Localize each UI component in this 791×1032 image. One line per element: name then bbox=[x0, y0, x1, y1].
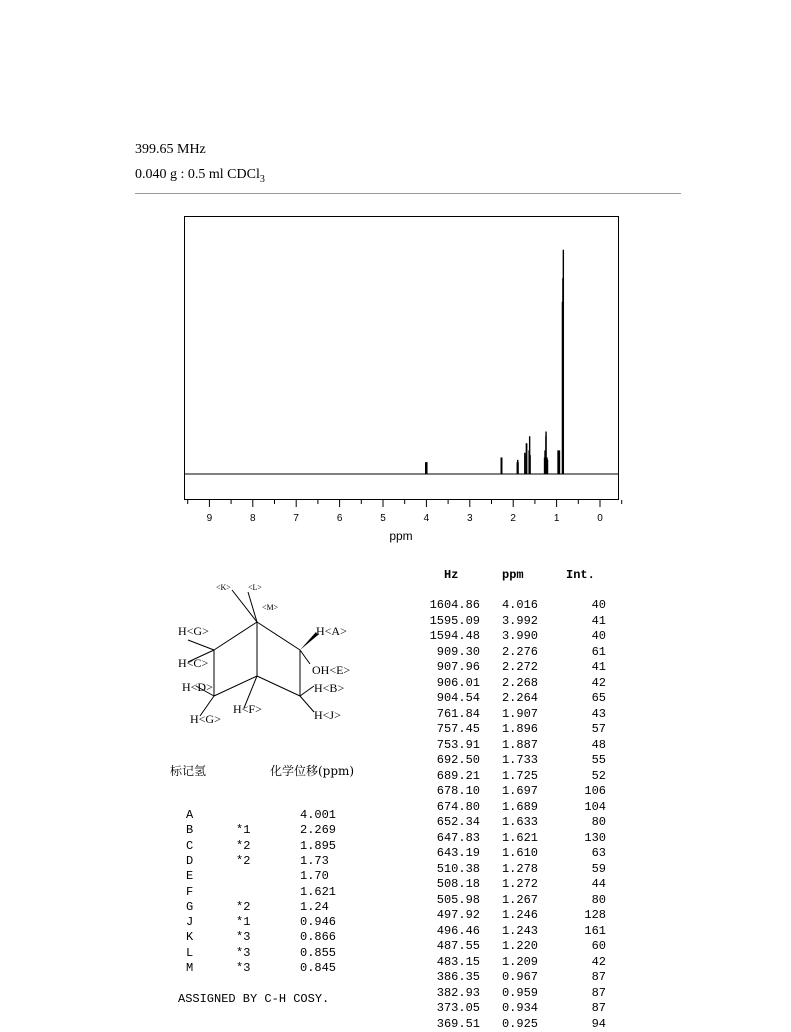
x-axis-label: ppm bbox=[389, 529, 413, 543]
peak-hz: 689.21 bbox=[436, 768, 480, 783]
assignment-row bbox=[170, 946, 390, 961]
peak-row bbox=[418, 831, 618, 846]
peak-ppm: 0.967 bbox=[501, 970, 538, 984]
x-tick-label: 0 bbox=[597, 513, 603, 524]
assignment-note: *3 bbox=[236, 945, 251, 960]
peak-row bbox=[418, 598, 618, 613]
peak-hz: 692.50 bbox=[436, 753, 480, 767]
peak-int: 55 bbox=[591, 753, 606, 767]
peak-hz: 674.80 bbox=[436, 799, 480, 814]
peak-row bbox=[418, 815, 618, 830]
assignment-row bbox=[170, 869, 390, 884]
peak-ppm: 1.621 bbox=[501, 830, 538, 845]
peak-int: 87 bbox=[591, 985, 606, 1000]
peak-ppm: 1.697 bbox=[501, 784, 538, 798]
peak-hz: 373.05 bbox=[436, 1001, 480, 1015]
peak-ppm: 2.272 bbox=[501, 660, 538, 674]
peak-row bbox=[418, 800, 618, 815]
x-tick-label: 8 bbox=[250, 513, 256, 524]
peak-int: 48 bbox=[591, 737, 606, 752]
peak-ppm: 1.887 bbox=[501, 737, 538, 752]
assignment-shift: 1.24 bbox=[300, 899, 329, 914]
label-G-top: H<G> bbox=[178, 624, 209, 638]
label-L: <L> bbox=[248, 583, 262, 592]
peak-hz: 753.91 bbox=[436, 737, 480, 752]
sample-description bbox=[135, 167, 265, 185]
assignment-note: *1 bbox=[236, 915, 251, 930]
peak-ppm: 1.610 bbox=[501, 846, 538, 860]
peak-row bbox=[418, 753, 618, 768]
peak-row bbox=[418, 676, 618, 691]
peak-ppm: 2.268 bbox=[501, 675, 538, 690]
peak-ppm: 1.896 bbox=[501, 722, 538, 736]
peak-row bbox=[418, 893, 618, 908]
peak-row bbox=[418, 660, 618, 675]
peak-ppm: 1.243 bbox=[501, 923, 538, 938]
peak-ppm: 1.272 bbox=[501, 877, 538, 891]
assignment-label: L bbox=[186, 945, 194, 960]
peak-int: 57 bbox=[591, 722, 606, 736]
peak-hz: 1594.48 bbox=[429, 629, 480, 643]
assignment-footer: ASSIGNED BY C-H COSY. bbox=[178, 992, 330, 1006]
peak-int: 40 bbox=[591, 629, 606, 643]
molecule-structure bbox=[170, 578, 370, 738]
peak-row bbox=[418, 924, 618, 939]
assignment-row bbox=[170, 823, 390, 838]
assignment-row bbox=[170, 915, 390, 930]
nmr-spectrum-chart bbox=[180, 212, 625, 552]
assignment-col-label: 标记氢 bbox=[170, 764, 207, 778]
assignment-shift: 2.269 bbox=[300, 823, 337, 838]
assignment-row bbox=[170, 900, 390, 915]
assignment-row bbox=[170, 885, 390, 900]
peak-hz: 907.96 bbox=[436, 660, 480, 674]
peak-hz: 1595.09 bbox=[429, 613, 480, 628]
assignment-shift: 0.866 bbox=[300, 930, 337, 945]
peak-hz: 487.55 bbox=[436, 939, 480, 953]
peak-int: 80 bbox=[591, 815, 606, 829]
peak-row bbox=[418, 769, 618, 784]
bonds bbox=[188, 590, 314, 716]
assignment-shift: 1.621 bbox=[300, 884, 337, 899]
sample-subscript: 3 bbox=[259, 174, 265, 185]
peak-row bbox=[418, 877, 618, 892]
peak-int: 128 bbox=[584, 908, 606, 922]
label-M: <M> bbox=[262, 603, 279, 612]
peak-hz: 505.98 bbox=[436, 892, 480, 907]
assignment-note: *3 bbox=[236, 930, 251, 945]
assignment-shift: 1.73 bbox=[300, 853, 329, 868]
peak-hz: 497.92 bbox=[436, 908, 480, 922]
assignment-shift: 1.70 bbox=[300, 869, 329, 884]
peak-row bbox=[418, 939, 618, 954]
peak-row bbox=[418, 645, 618, 660]
assignment-shift: 0.855 bbox=[300, 945, 337, 960]
peak-ppm: 1.246 bbox=[501, 908, 538, 922]
peak-ppm: 3.992 bbox=[501, 613, 538, 628]
peak-hz: 757.45 bbox=[436, 722, 480, 736]
peak-row bbox=[418, 955, 618, 970]
assignment-label: B bbox=[186, 823, 194, 838]
peak-hz: 647.83 bbox=[436, 830, 480, 845]
peak-col-int: Int. bbox=[566, 568, 595, 582]
peak-row bbox=[418, 846, 618, 861]
peak-ppm: 3.990 bbox=[501, 629, 538, 643]
peak-ppm: 1.733 bbox=[501, 753, 538, 767]
peak-ppm: 1.220 bbox=[501, 939, 538, 953]
peak-ppm: 1.689 bbox=[501, 799, 538, 814]
x-tick-label: 7 bbox=[293, 513, 299, 524]
assignment-shift: 4.001 bbox=[300, 808, 337, 822]
peak-ppm: 0.934 bbox=[501, 1001, 538, 1015]
x-tick-label: 6 bbox=[336, 513, 343, 524]
assignment-label: D bbox=[186, 853, 194, 868]
peak-ppm: 1.633 bbox=[501, 815, 538, 829]
peak-row bbox=[418, 614, 618, 629]
peak-int: 104 bbox=[584, 799, 606, 814]
label-F: H<F> bbox=[233, 702, 262, 716]
peak-int: 59 bbox=[591, 861, 606, 876]
peak-row bbox=[418, 986, 618, 1001]
peak-int: 52 bbox=[591, 768, 606, 783]
peak-int: 42 bbox=[591, 675, 606, 690]
peak-hz: 496.46 bbox=[436, 923, 480, 938]
assignment-shift: 0.946 bbox=[300, 915, 337, 930]
assignment-label: G bbox=[186, 899, 194, 914]
peak-int: 43 bbox=[591, 706, 606, 721]
peak-hz: 508.18 bbox=[436, 877, 480, 891]
assignment-note: *2 bbox=[236, 853, 251, 868]
assignment-row bbox=[170, 961, 390, 976]
peak-int: 106 bbox=[584, 784, 606, 798]
peak-row bbox=[418, 738, 618, 753]
peak-row bbox=[418, 784, 618, 799]
assignment-table bbox=[170, 762, 390, 1002]
assignment-row bbox=[170, 930, 390, 945]
x-tick-label: 9 bbox=[206, 513, 213, 524]
peak-col-hz: Hz bbox=[444, 568, 459, 582]
assignment-label: C bbox=[186, 838, 194, 853]
peak-row bbox=[418, 1001, 618, 1016]
peak-col-ppm: ppm bbox=[502, 568, 524, 582]
peak-ppm: 1.209 bbox=[501, 954, 538, 969]
x-tick-label: 5 bbox=[380, 513, 386, 524]
assignment-note: *2 bbox=[236, 899, 251, 914]
peak-hz: 483.15 bbox=[436, 954, 480, 969]
peak-ppm: 1.725 bbox=[501, 768, 538, 783]
assignment-row bbox=[170, 808, 390, 823]
peak-row bbox=[418, 908, 618, 923]
label-A: H<A> bbox=[316, 624, 347, 638]
assignment-label: M bbox=[186, 961, 194, 975]
assignment-shift: 0.845 bbox=[300, 961, 337, 975]
peak-hz: 386.35 bbox=[436, 970, 480, 984]
peak-ppm: 2.276 bbox=[501, 644, 538, 659]
spectrometer-frequency: 399.65 MHz bbox=[135, 142, 206, 157]
x-tick-label: 3 bbox=[467, 513, 473, 524]
label-J: H<J> bbox=[314, 708, 341, 722]
sample-text: 0.040 g : 0.5 ml CDCl bbox=[135, 167, 260, 182]
peak-hz: 510.38 bbox=[436, 861, 480, 876]
peak-hz: 652.34 bbox=[436, 815, 480, 829]
assignment-note: *1 bbox=[236, 823, 251, 838]
assignment-row bbox=[170, 839, 390, 854]
assignment-label: F bbox=[186, 884, 194, 899]
peak-int: 40 bbox=[591, 598, 606, 612]
peak-hz: 382.93 bbox=[436, 985, 480, 1000]
assignment-note: *3 bbox=[236, 961, 251, 975]
peak-int: 42 bbox=[591, 954, 606, 969]
header-divider bbox=[135, 193, 681, 194]
peak-int: 60 bbox=[591, 939, 606, 953]
peak-hz: 643.19 bbox=[436, 846, 480, 860]
label-E: OH<E> bbox=[312, 663, 351, 677]
peak-ppm: 4.016 bbox=[501, 598, 538, 612]
peak-int: 87 bbox=[591, 1001, 606, 1015]
peak-int: 87 bbox=[591, 970, 606, 984]
assignment-label: A bbox=[186, 808, 194, 822]
peak-row bbox=[418, 1017, 618, 1032]
assignment-label: K bbox=[186, 930, 194, 945]
peak-int: 41 bbox=[591, 660, 606, 674]
peak-ppm: 1.278 bbox=[501, 861, 538, 876]
label-K: <K> bbox=[216, 583, 231, 592]
peak-row bbox=[418, 707, 618, 722]
assignment-label: E bbox=[186, 869, 194, 884]
peak-hz: 906.01 bbox=[436, 675, 480, 690]
peak-row bbox=[418, 862, 618, 877]
label-D: H<D> bbox=[182, 680, 213, 694]
peak-hz: 909.30 bbox=[436, 644, 480, 659]
peak-row bbox=[418, 970, 618, 985]
peak-int: 44 bbox=[591, 877, 606, 891]
peak-row bbox=[418, 722, 618, 737]
peak-int: 63 bbox=[591, 846, 606, 860]
peak-int: 130 bbox=[584, 830, 606, 845]
peak-int: 94 bbox=[591, 1016, 606, 1031]
x-tick-label: 1 bbox=[553, 513, 560, 524]
peak-int: 65 bbox=[591, 691, 606, 705]
assignment-label: J bbox=[186, 915, 194, 930]
peak-hz: 678.10 bbox=[436, 784, 480, 798]
label-C: H<C> bbox=[178, 656, 209, 670]
peak-hz: 904.54 bbox=[436, 691, 480, 705]
plot-frame bbox=[185, 217, 619, 500]
label-B: H<B> bbox=[314, 681, 345, 695]
x-tick-label: 4 bbox=[423, 513, 430, 524]
peak-ppm: 1.907 bbox=[501, 706, 538, 721]
x-tick-label: 2 bbox=[510, 513, 516, 524]
peak-hz: 761.84 bbox=[436, 706, 480, 721]
label-G-bottom: H<G> bbox=[190, 712, 221, 726]
peak-int: 61 bbox=[591, 644, 606, 659]
peak-hz: 369.51 bbox=[436, 1016, 480, 1031]
peak-row bbox=[418, 629, 618, 644]
assignment-note: *2 bbox=[236, 838, 251, 853]
peak-ppm: 2.264 bbox=[501, 691, 538, 705]
assignment-row bbox=[170, 854, 390, 869]
peak-ppm: 1.267 bbox=[501, 892, 538, 907]
peak-ppm: 0.959 bbox=[501, 985, 538, 1000]
peak-int: 80 bbox=[591, 892, 606, 907]
assignment-shift: 1.895 bbox=[300, 838, 337, 853]
assignment-col-shift: 化学位移(ppm) bbox=[270, 764, 355, 778]
peak-hz: 1604.86 bbox=[429, 598, 480, 612]
peak-ppm: 0.925 bbox=[501, 1016, 538, 1031]
peak-int: 161 bbox=[584, 923, 606, 938]
peak-row bbox=[418, 691, 618, 706]
peak-int: 41 bbox=[591, 613, 606, 628]
